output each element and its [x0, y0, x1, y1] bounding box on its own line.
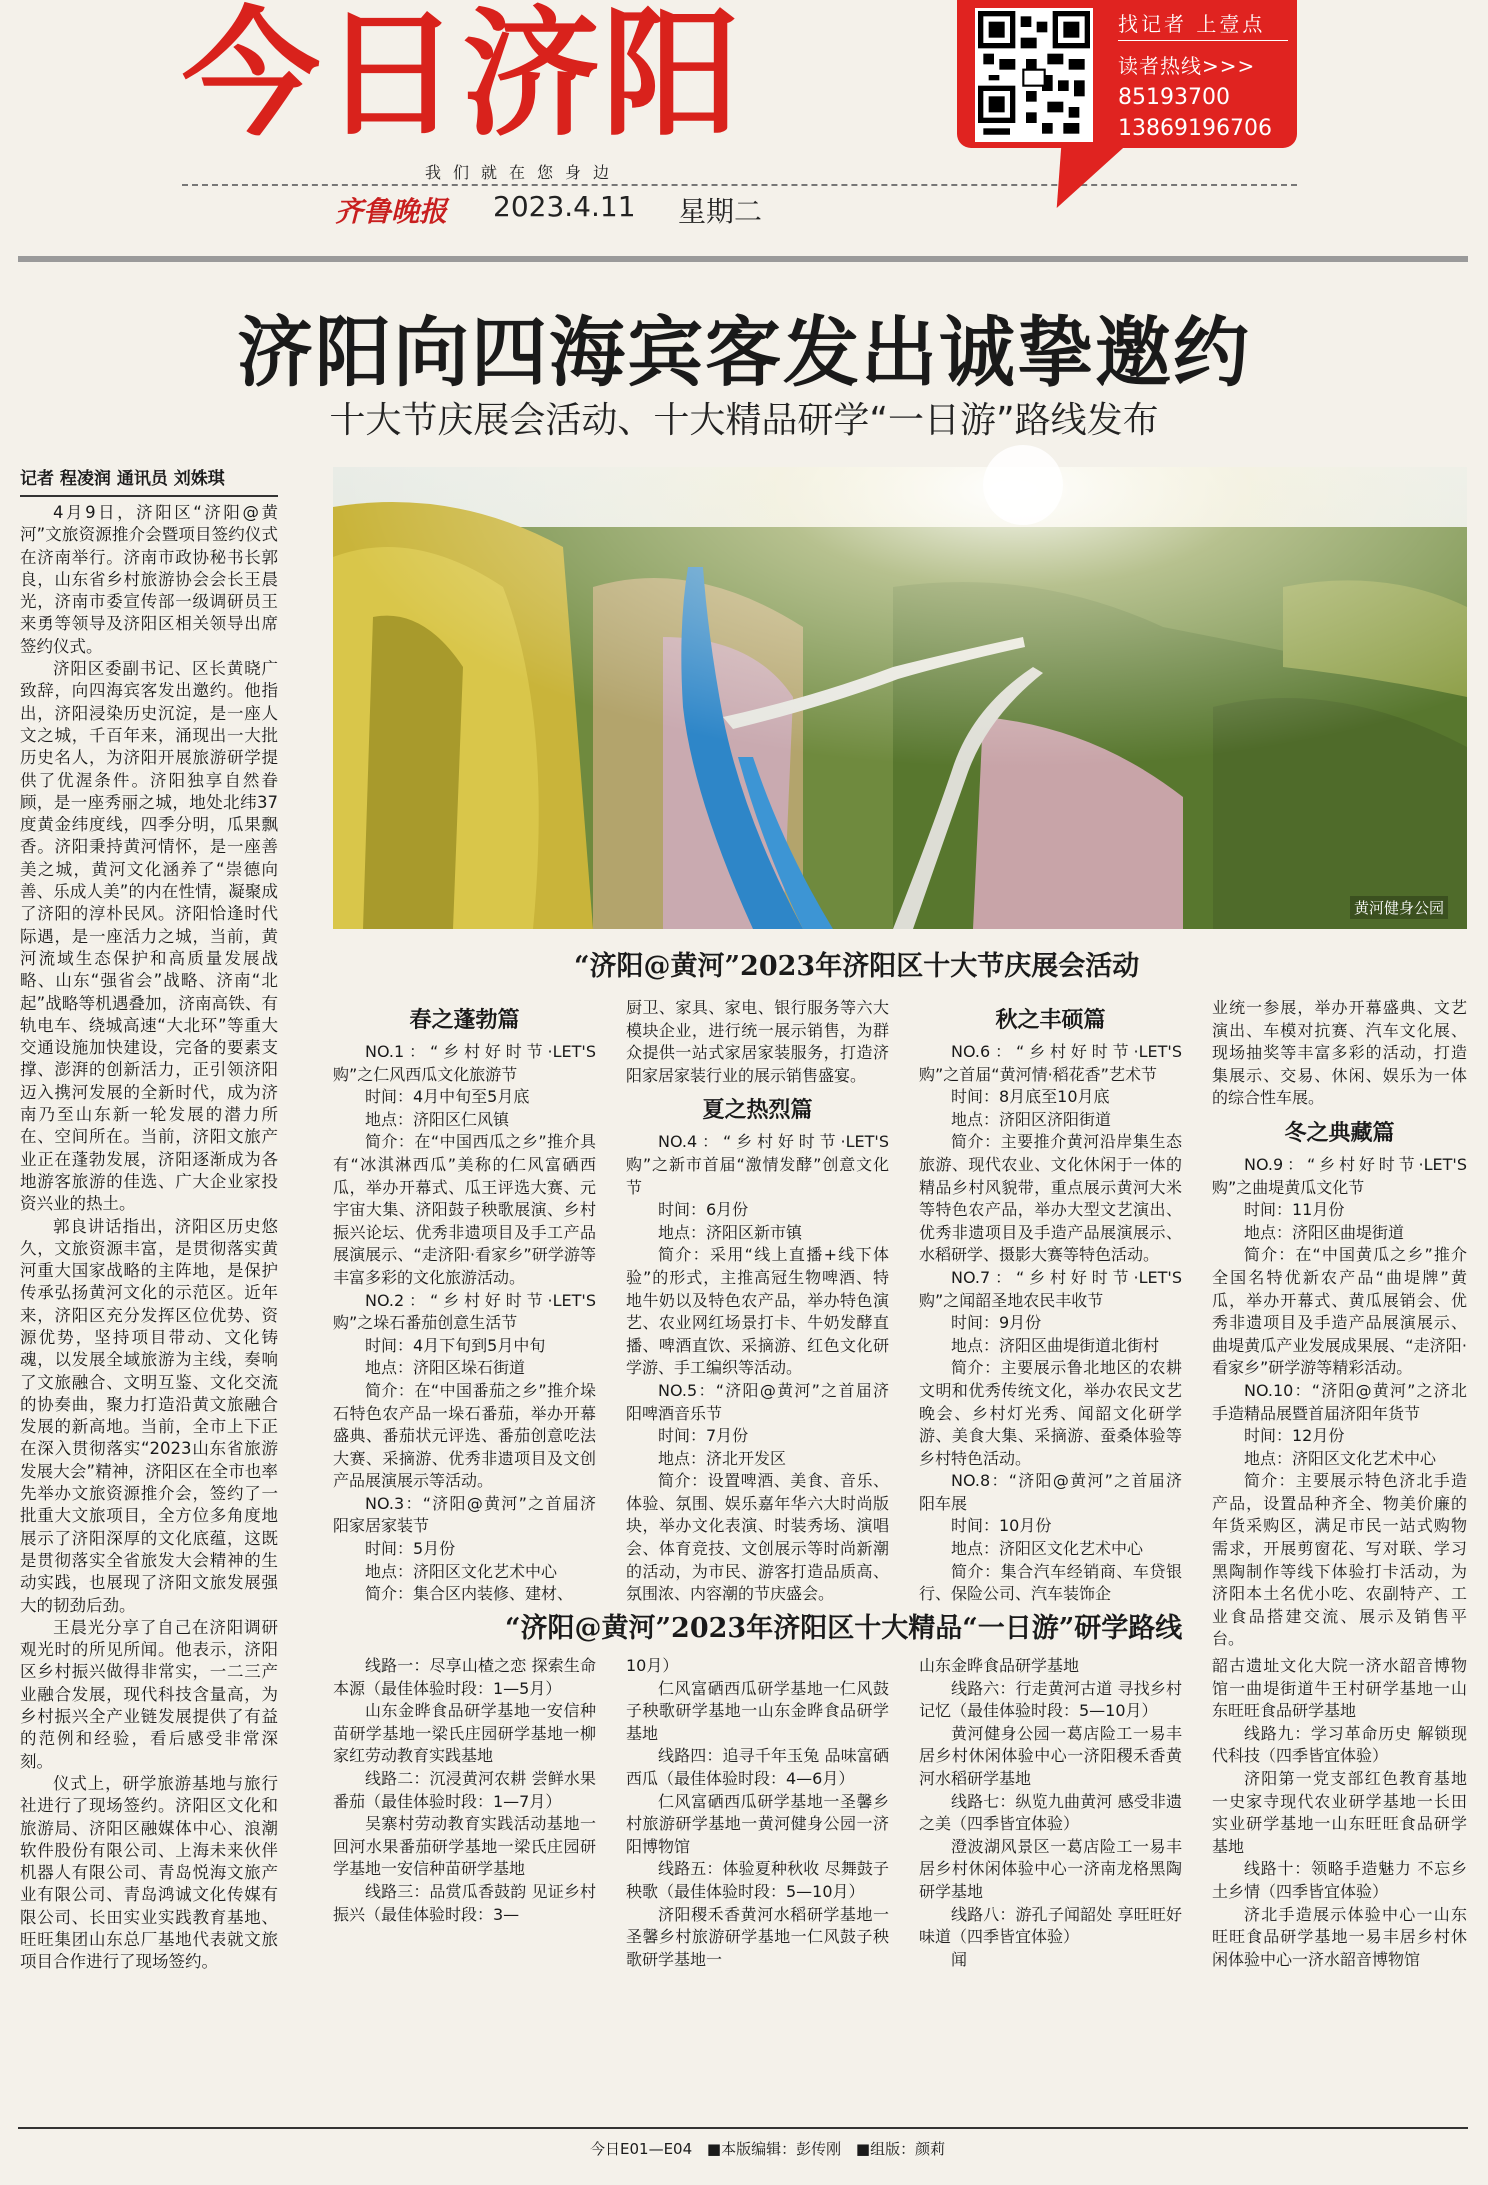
- route-name: 10月）: [626, 1656, 679, 1675]
- festival-name: NO.1：“乡村好时节·LET'S购”之仁风西瓜文化旅游节: [333, 1042, 596, 1084]
- route-name: 线路十：领略手造魅力 不忘乡土乡情（四季皆宜体验）: [1212, 1859, 1467, 1901]
- festival-name: NO.4：“乡村好时节·LET'S购”之新市首届“激情发酵”创意文化节: [626, 1132, 889, 1197]
- routes-column-4: [1212, 1655, 1467, 2117]
- route-stops: 韶古遗址文化大院一济水韶音博物馆一曲堤街道牛王村研学基地一山东旺旺食品研学基地: [1212, 1656, 1467, 1721]
- route-stops: 山东金晔食品研学基地一安信种苗研学基地一梁氏庄园研学基地一柳家红劳动教育实践基地: [333, 1701, 596, 1766]
- routes-column-3: [919, 1655, 1182, 2117]
- route-stops: 山东金晔食品研学基地: [919, 1656, 1080, 1675]
- route-name: 线路一：尽享山楂之恋 探索生命本源（最佳体验时段：1—5月）: [333, 1656, 596, 1698]
- paper-logo: 齐鲁晚报: [335, 195, 448, 228]
- route-name: 线路九：学习革命历史 解锁现代科技（四季皆宜体验）: [1212, 1723, 1467, 1766]
- festivals-section-title: “济阳@黄河”2023年济阳区十大节庆展会活动: [574, 951, 1140, 982]
- festival-name: NO.10：“济阳@黄河”之济北手造精品展暨首届济阳年货节: [1212, 1380, 1467, 1423]
- route-stops: 黄河健身公园一葛店险工一易丰居乡村休闲体验中心一济阳稷禾香黄河水稻研学基地: [919, 1723, 1182, 1788]
- festivals-column-3: [919, 997, 1182, 1604]
- route-name: 线路八：游孔子闻韶处 享旺旺好味道（四季皆宜体验）: [919, 1904, 1182, 1947]
- festival-time: 时间：5月份: [365, 1539, 456, 1559]
- festival-intro: 简介：集合汽车经销商、车贷银行、保险公司、汽车装饰企: [919, 1561, 1182, 1604]
- hotline-divider: [1118, 40, 1288, 41]
- festival-time: 时间：7月份: [658, 1426, 749, 1446]
- festivals-column-1: [333, 997, 596, 1604]
- festival-place: 地点：济阳区文化艺术中心: [1244, 1448, 1437, 1468]
- masthead-divider: [182, 184, 1297, 186]
- hotline-phone-1[interactable]: 85193700: [1118, 85, 1230, 110]
- festival-place: 地点：济阳区仁风镇: [365, 1109, 510, 1129]
- festival-intro: 简介：主要推介黄河沿岸集生态旅游、现代农业、文化休闲于一体的精品乡村风貌带，重点展示黄河大米等特色农产品，举办大型文艺演出、优秀非遗项目及手造产品展演展示、水稻研学、摄影大赛等特色活动。: [919, 1132, 1182, 1265]
- masthead-slogan: 我们就在您身边: [425, 163, 622, 182]
- issue-date: 2023.4.11: [493, 190, 636, 223]
- footer-layout: ■组版：颜莉: [855, 2140, 946, 2158]
- route-stops: 澄波湖风景区一葛店险工一易丰居乡村休闲体验中心一济南龙格黑陶研学基地: [919, 1836, 1182, 1901]
- route-stops: 闻: [951, 1949, 968, 1969]
- route-name: 线路六：行走黄河古道 寻找乡村记忆（最佳体验时段：5—10月）: [919, 1678, 1182, 1721]
- route-stops: 仁风富硒西瓜研学基地一圣馨乡村旅游研学基地一黄河健身公园一济阳博物馆: [626, 1791, 889, 1856]
- hotline-phone-2[interactable]: 13869196706: [1118, 116, 1272, 141]
- festival-name: NO.2：“乡村好时节·LET'S购”之垛石番茄创意生活节: [333, 1290, 596, 1333]
- festival-time: 时间：8月底至10月底: [951, 1087, 1110, 1107]
- hotline-label: 读者热线>>>: [1118, 54, 1256, 78]
- route-stops: 济阳第一党支部红色教育基地一史家寺现代农业研学基地一长田实业研学基地一山东旺旺食品研学基地: [1212, 1768, 1467, 1856]
- route-stops: 济阳稷禾香黄河水稻研学基地一圣馨乡村旅游研学基地一仁风鼓子秧歌研学基地一: [626, 1904, 889, 1969]
- festival-time: 时间：6月份: [658, 1200, 749, 1220]
- festival-intro: 简介：主要展示鲁北地区的农耕文明和优秀传统文化，举办农民文艺晚会、乡村灯光秀、闻韶文化研学游、美食大集、采摘游、蚕桑体验等乡村特色活动。: [919, 1358, 1182, 1468]
- routes-column-2: [626, 1655, 889, 2117]
- festival-place: 地点：济阳区文化艺术中心: [951, 1539, 1144, 1559]
- festivals-column-4: [1212, 997, 1467, 1649]
- article-headline: 济阳向四海宾客发出诚挚邀约: [237, 308, 1251, 397]
- festival-place: 地点：济北开发区: [658, 1448, 787, 1468]
- festival-name: NO.3：“济阳@黄河”之首届济阳家居家装节: [333, 1493, 596, 1536]
- festival-intro: 简介：在“中国番茄之乡”推介垛石特色农产品一垛石番茄，举办开幕盛典、番茄状元评选、番茄创意吃法大赛、采摘游、优秀非遗项目及文创产品展演展示等活动。: [333, 1380, 596, 1491]
- season-heading-autumn: 秋之丰硕篇: [995, 1007, 1106, 1033]
- bottom-rule: [18, 2127, 1468, 2129]
- festival-intro: 简介：在“中国黄瓜之乡”推介全国名特优新农产品“曲堤牌”黄瓜，举办开幕式、黄瓜展销会、优秀非遗项目及手造产品展演展示、曲堤黄瓜产业发展成果展、“走济阳·看家乡”研学游等精彩活动。: [1212, 1245, 1467, 1378]
- festival-intro: 简介：主要展示特色济北手造产品，设置品种齐全、物美价廉的年货采购区，满足市民一站式购物需求，开展剪窗花、写对联、学习黑陶制作等线下体验打卡活动，为济阳本土名优小吃、农副特产、工业食品搭建交流、展示及销售平台。: [1212, 1471, 1467, 1649]
- festival-time: 时间：4月下旬到5月中旬: [365, 1335, 546, 1355]
- article-body: [20, 502, 278, 2120]
- hotline-box-tail: [1039, 146, 1126, 208]
- festival-name: NO.5：“济阳@黄河”之首届济阳啤酒音乐节: [626, 1380, 889, 1423]
- festival-place: 地点：济阳区济阳街道: [951, 1109, 1112, 1129]
- routes-section-title: “济阳@黄河”2023年济阳区十大精品“一日游”研学路线: [505, 1613, 1183, 1644]
- festival-intro: 简介：采用“线上直播+线下体验”的形式，主推高冠生物啤酒、特地牛奶以及特色农产品，举办特色演艺、农业网红场景打卡、牛奶发酵直播、啤酒直饮、采摘游、红色文化研学游、手工编织等活动。: [626, 1245, 889, 1378]
- route-name: 线路四：追寻千年玉兔 品味富硒西瓜（最佳体验时段：4—6月）: [626, 1746, 889, 1788]
- festival-intro: 厨卫、家具、家电、银行服务等六大模块企业，进行统一展示销售，为群众提供一站式家居家装服务，打造济阳家居家装行业的展示销售盛宴。: [626, 998, 889, 1085]
- festival-name: NO.7：“乡村好时节·LET'S购”之闻韶圣地农民丰收节: [919, 1267, 1182, 1310]
- season-heading-winter: 冬之典藏篇: [1284, 1119, 1395, 1146]
- article-paragraph: 王晨光分享了自己在济阳调研观光时的所见所闻。他表示，济阳区乡村振兴做得非常实，一二三产业融合发展，现代科技含量高，为乡村振兴全产业链发展提供了有益的范例和经验，看后感受非常深刻。: [20, 1617, 278, 1771]
- festival-time: 时间：11月份: [1244, 1200, 1345, 1220]
- route-name: 线路七：纵览九曲黄河 感受非遗之美（四季皆宜体验）: [919, 1791, 1182, 1834]
- page-footer: [590, 2138, 955, 2159]
- article-paragraph: 济阳区委副书记、区长黄晓广致辞，向四海宾客发出邀约。他指出，济阳浸染历史沉淀，是一座人文之城，千百年来，涌现出一大批历史名人，为济阳开展旅游研学提供了优渥条件。济阳独享自然眷顾，是一座秀丽之城，地处北纬37度黄金纬度线，四季分明，瓜果飘香。济阳秉持黄河情怀，是一座善美之城，黄河文化涵养了“崇德向善、乐成人美”的内在性情，凝聚成了济阳的淳朴民风。济阳恰逢时代际遇，是一座活力之城，当前，黄河流域生态保护和高质量发展战略、山东“强省会”战略、济南“北起”战略等机遇叠加，济南高铁、有轨电车、绕城高速“大北环”等重大交通设施加快建设，完备的要素支撑、澎湃的创新活力，正引领济阳迈入携河发展的全新时代，成为济南乃至山东新一轮发展的潜力所在、空间所在。当前，济阳文旅产业正在蓬勃发展，济阳逐渐成为各地游客旅游的佳选、广大企业家投资兴业的热土。: [20, 659, 278, 1214]
- article-paragraph: 仪式上，研学旅游基地与旅行社进行了现场签约。济阳区文化和旅游局、济阳区融媒体中心、浪潮软件股份有限公司、上海未来伙伴机器人有限公司、青岛悦海文旅产业有限公司、青岛鸿诚文化传媒有限公司、长田实业实践教育基地、旺旺集团山东总厂基地代表就文旅项目合作进行了现场签约。: [20, 1773, 278, 1972]
- festival-name: NO.8：“济阳@黄河”之首届济阳车展: [919, 1471, 1182, 1513]
- issue-weekday: 星期二: [678, 195, 763, 228]
- festival-intro: 简介：设置啤酒、美食、音乐、体验、氛围、娱乐嘉年华六大时尚版块，举办文化表演、时装秀场、演唱会、体育竞技、文创展示等时尚新潮的活动，为市民、游客打造品质高、氛围浓、内容潮的节庆盛会。: [626, 1471, 889, 1604]
- hotline-slogan: 找记者 上壹点: [1118, 12, 1266, 36]
- festivals-column-2: [626, 997, 889, 1604]
- festival-name: NO.6：“乡村好时节·LET'S购”之首届“黄河情·稻花香”艺术节: [919, 1042, 1182, 1084]
- season-heading-spring: 春之蓬勃篇: [409, 1007, 520, 1033]
- routes-column-1: [333, 1655, 596, 2117]
- festival-time: 时间：9月份: [951, 1313, 1042, 1333]
- festival-time: 时间：10月份: [951, 1516, 1052, 1536]
- season-heading-summer: 夏之热烈篇: [702, 1097, 813, 1124]
- route-name: 线路二：沉浸黄河农耕 尝鲜水果番茄（最佳体验时段：1—7月）: [333, 1768, 596, 1811]
- festival-intro: 业统一参展，举办开幕盛典、文艺演出、车模对抗赛、汽车文化展、现场抽奖等丰富多彩的活动，打造集展示、交易、休闲、娱乐为一体的综合性车展。: [1212, 998, 1467, 1108]
- article-paragraph: 郭良讲话指出，济阳区历史悠久，文旅资源丰富，是贯彻落实黄河重大国家战略的主阵地，是保护传承弘扬黄河文化的示范区。近年来，济阳区充分发挥区位优势、资源优势，坚持项目带动、文化铸魂，以发展全域旅游为主线，奏响了文旅融合、文明互鉴、文化交流的协奏曲，聚力打造沿黄文旅融合发展的新高地。当前，全市上下正在深入贯彻落实“2023山东省旅游发展大会”精神，济阳区在全市也率先举办文旅资源推介会，签约了一批重大文旅项目，全方位多角度地展示了济阳深厚的文化底蕴，这既是贯彻落实全省旅发大会精神的生动实践，也展现了济阳文旅发展强大的韧劲后劲。: [20, 1216, 278, 1615]
- masthead-title: 今日济阳: [182, 0, 743, 155]
- festival-time: 时间：4月中旬至5月底: [365, 1087, 530, 1107]
- festival-place: 地点：济阳区曲堤街道北街村: [951, 1335, 1160, 1355]
- route-name: 线路五：体验夏种秋收 尽舞鼓子秧歌（最佳体验时段：5—10月）: [626, 1859, 889, 1901]
- festival-place: 地点：济阳区曲堤街道: [1244, 1222, 1405, 1242]
- photo-caption: 黄河健身公园: [1350, 896, 1448, 919]
- article-subheadline: 十大节庆展会活动、十大精品研学“一日游”路线发布: [329, 400, 1159, 441]
- footer-editor: ■本版编辑：彭传刚: [706, 2140, 842, 2158]
- park-photo: [333, 467, 1467, 929]
- festival-intro: 简介：在“中国西瓜之乡”推介具有“冰淇淋西瓜”美称的仁风富硒西瓜，举办开幕式、瓜王评选大赛、元宇宙大集、济阳鼓子秧歌展演、乡村振兴论坛、优秀非遗项目及手工产品展演展示、“走济阳·看家乡”研学游等丰富多彩的文化旅游活动。: [333, 1132, 596, 1287]
- festival-intro: 简介：集合区内装修、建材、: [365, 1584, 574, 1604]
- festival-place: 地点：济阳区文化艺术中心: [365, 1561, 558, 1581]
- festival-name: NO.9：“乡村好时节·LET'S购”之曲堤黄瓜文化节: [1212, 1154, 1467, 1197]
- article-paragraph: 4月9日，济阳区“济阳@黄河”文旅资源推介会暨项目签约仪式在济南举行。济南市政协秘书长郭良，山东省乡村旅游协会会长王晨光，济南市委宣传部一级调研员王来勇等领导及济阳区相关领导出席签约仪式。: [20, 503, 278, 656]
- festival-place: 地点：济阳区新市镇: [658, 1222, 803, 1242]
- route-stops: 吴寨村劳动教育实践活动基地一回河水果番茄研学基地一梁氏庄园研学基地一安信种苗研学基地: [333, 1814, 596, 1879]
- route-stops: 济北手造展示体验中心一山东旺旺食品研学基地一易丰居乡村休闲体验中心一济水韶音博物馆: [1212, 1904, 1467, 1969]
- festival-place: 地点：济阳区垛石街道: [365, 1358, 526, 1378]
- route-stops: 仁风富硒西瓜研学基地一仁风鼓子秧歌研学基地一山东金晔食品研学基地: [626, 1678, 889, 1743]
- route-name: 线路三：品赏瓜香鼓韵 见证乡村振兴（最佳体验时段：3—: [333, 1881, 596, 1924]
- article-byline: 记者 程凌润 通讯员 刘姝琪: [20, 464, 278, 497]
- festival-time: 时间：12月份: [1244, 1426, 1345, 1446]
- footer-pages: 今日E01—E04: [590, 2140, 693, 2158]
- qr-code-icon[interactable]: [975, 8, 1093, 142]
- top-rule: [18, 256, 1468, 262]
